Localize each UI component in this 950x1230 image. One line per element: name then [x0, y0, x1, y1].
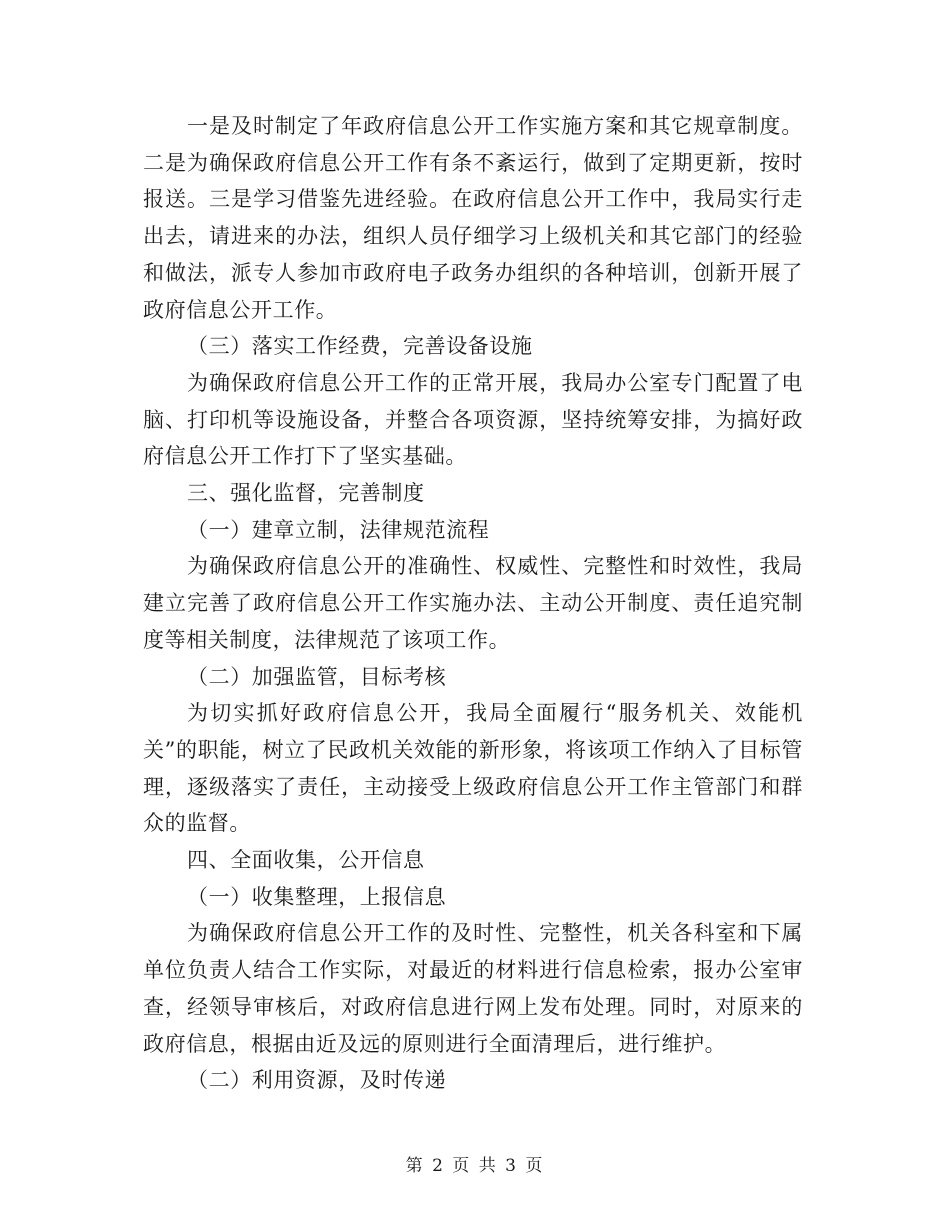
paragraph-measures: 一是及时制定了年政府信息公开工作实施方案和其它规章制度。二是为确保政府信息公开工作有条不紊运行，做到了定期更新，按时报送。三是学习借鉴先进经验。在政府信息公开工作中，我局实行走出去，请进来的办法，组织人员仔细学习上级机关和其它部门的经验和做法，派专人参加市政府电子政务办组织的各种培训，创新开展了政府信息公开工作。	[143, 114, 803, 322]
subheading-reporting: （一）收集整理，上报信息	[187, 884, 447, 909]
subheading-regulations: （一）建章立制，法律规范流程	[187, 517, 490, 542]
subheading-resources: （二）利用资源，及时传递	[187, 1068, 447, 1093]
section-heading-collection: 四、全面收集，公开信息	[187, 848, 425, 873]
subheading-oversight: （二）加强监管，目标考核	[187, 664, 447, 689]
section-heading-supervision: 三、强化监督，完善制度	[187, 481, 425, 506]
document-body	[143, 108, 803, 1099]
paragraph-equipment: 为确保政府信息公开工作的正常开展，我局办公室专门配置了电脑、打印机等设施设备，并整合各项资源，坚持统筹安排，为搞好政府信息公开工作打下了坚实基础。	[143, 370, 803, 469]
paragraph-oversight: 为切实抓好政府信息公开，我局全面履行“服务机关、效能机关”的职能，树立了民政机关效能的新形象，将该项工作纳入了目标管理，逐级落实了责任，主动接受上级政府信息公开工作主管部门和群众的监督。	[143, 701, 803, 836]
paragraph-reporting: 为确保政府信息公开工作的及时性、完整性，机关各科室和下属单位负责人结合工作实际，对最近的材料进行信息检索，报办公室审查，经领导审核后，对政府信息进行网上发布处理。同时，对原来的政府信息，根据由近及远的原则进行全面清理后，进行维护。	[143, 921, 803, 1056]
subheading-funding: （三）落实工作经费，完善设备设施	[187, 334, 533, 359]
paragraph-regulations: 为确保政府信息公开的准确性、权威性、完整性和时效性，我局建立完善了政府信息公开工作实施办法、主动公开制度、责任追究制度等相关制度，法律规范了该项工作。	[143, 554, 803, 652]
page-number-footer: 第 2 页 共 3 页	[405, 1156, 545, 1176]
